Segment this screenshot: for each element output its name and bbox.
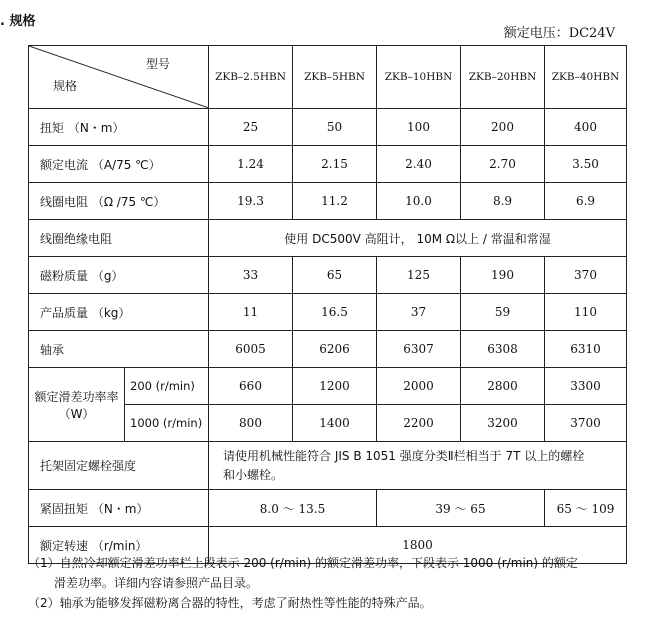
row-label: 线圈电阻 （Ω /75 ℃） xyxy=(29,183,209,220)
rated-speed-value: 1800 xyxy=(209,527,627,564)
cell: 39 ～ 65 xyxy=(377,490,545,527)
cell: 6310 xyxy=(545,331,627,368)
cell: 10.0 xyxy=(377,183,461,220)
cell: 6.9 xyxy=(545,183,627,220)
cell: 100 xyxy=(377,109,461,146)
cell: 6307 xyxy=(377,331,461,368)
note-1-line2: 滑差功率。详细内容请参照产品目录。 xyxy=(54,576,259,590)
speed-label: 1000 (r/min) xyxy=(125,405,209,442)
note-1 xyxy=(28,553,628,593)
cell: 125 xyxy=(377,257,461,294)
bolt-strength-row xyxy=(29,442,627,490)
model-header: ZKB–2.5HBN xyxy=(209,46,293,109)
cell: 2.40 xyxy=(377,146,461,183)
cell: 110 xyxy=(545,294,627,331)
row-label: 磁粉质量 （g） xyxy=(29,257,209,294)
cell: 6005 xyxy=(209,331,293,368)
insulation-value: 使用 DC500V 高阻计， 10M Ω以上 / 常温和常湿 xyxy=(209,220,627,257)
cell: 400 xyxy=(545,109,627,146)
cell: 3200 xyxy=(461,405,545,442)
note-1-line1: （1）自然冷却额定滑差功率栏上段表示 200 (r/min) 的额定滑差功率，下段表示 1000 (r/min) 的额定 xyxy=(28,556,578,570)
rated-voltage: 额定电压：DC24V xyxy=(503,26,615,41)
slip-power-label xyxy=(29,368,125,442)
cell: 6308 xyxy=(461,331,545,368)
cell: 3700 xyxy=(545,405,627,442)
insulation-row xyxy=(29,220,627,257)
notes xyxy=(28,553,628,613)
powder-mass-row xyxy=(29,257,627,294)
row-label: 额定转速 （r/min） xyxy=(29,527,209,564)
model-header: ZKB–20HBN xyxy=(461,46,545,109)
cell: 6206 xyxy=(293,331,377,368)
cell: 50 xyxy=(293,109,377,146)
model-label: 型号 xyxy=(145,57,170,71)
cell: 11 xyxy=(209,294,293,331)
cell: 1400 xyxy=(293,405,377,442)
current-row xyxy=(29,146,627,183)
cell: 59 xyxy=(461,294,545,331)
cell: 16.5 xyxy=(293,294,377,331)
bearing-row xyxy=(29,331,627,368)
cell: 200 xyxy=(461,109,545,146)
section-title: . 规格 xyxy=(0,14,36,29)
cell: 800 xyxy=(209,405,293,442)
slip-power-label-line2: （W） xyxy=(58,406,95,421)
model-header: ZKB–40HBN xyxy=(545,46,627,109)
cell: 19.3 xyxy=(209,183,293,220)
cell: 8.9 xyxy=(461,183,545,220)
cell: 2.15 xyxy=(293,146,377,183)
speed-label: 200 (r/min) xyxy=(125,368,209,405)
model-header: ZKB–5HBN xyxy=(293,46,377,109)
spec-table xyxy=(28,45,627,564)
bolt-strength-line1: 请使用机械性能符合 JIS B 1051 强度分类Ⅱ栏相当于 7T 以上的螺栓 xyxy=(223,448,585,463)
cell: 1.24 xyxy=(209,146,293,183)
row-label: 紧固扭矩 （N・m） xyxy=(29,490,209,527)
cell: 3300 xyxy=(545,368,627,405)
cell: 33 xyxy=(209,257,293,294)
cell: 370 xyxy=(545,257,627,294)
cell: 2200 xyxy=(377,405,461,442)
note-2-line1: （2）轴承为能够发挥磁粉离合器的特性，考虑了耐热性等性能的特殊产品。 xyxy=(28,596,432,610)
row-label: 线圈绝缘电阻 xyxy=(29,220,209,257)
cell: 37 xyxy=(377,294,461,331)
row-label: 托架固定螺栓强度 xyxy=(29,442,209,490)
tightening-row xyxy=(29,490,627,527)
cell: 660 xyxy=(209,368,293,405)
cell: 2800 xyxy=(461,368,545,405)
note-2 xyxy=(28,593,628,613)
header-row xyxy=(29,46,627,109)
cell: 3.50 xyxy=(545,146,627,183)
cell: 8.0 ～ 13.5 xyxy=(209,490,377,527)
header-corner-cell xyxy=(29,46,209,109)
row-label: 轴承 xyxy=(29,331,209,368)
row-label: 扭矩 （N・m） xyxy=(29,109,209,146)
cell: 65 xyxy=(293,257,377,294)
cell: 65 ～ 109 xyxy=(545,490,627,527)
bolt-strength-value xyxy=(209,442,627,490)
slip-power-row-200 xyxy=(29,368,627,405)
slip-power-label-line1: 额定滑差功率率 xyxy=(34,389,119,404)
bolt-strength-line2: 和小螺栓。 xyxy=(223,467,284,482)
model-header: ZKB–10HBN xyxy=(377,46,461,109)
resistance-row xyxy=(29,183,627,220)
cell: 11.2 xyxy=(293,183,377,220)
row-label: 产品质量 （kg） xyxy=(29,294,209,331)
cell: 25 xyxy=(209,109,293,146)
cell: 190 xyxy=(461,257,545,294)
torque-row xyxy=(29,109,627,146)
product-mass-row xyxy=(29,294,627,331)
cell: 2.70 xyxy=(461,146,545,183)
spec-label: 规格 xyxy=(53,79,78,93)
cell: 2000 xyxy=(377,368,461,405)
row-label: 额定电流 （A/75 ℃） xyxy=(29,146,209,183)
cell: 1200 xyxy=(293,368,377,405)
